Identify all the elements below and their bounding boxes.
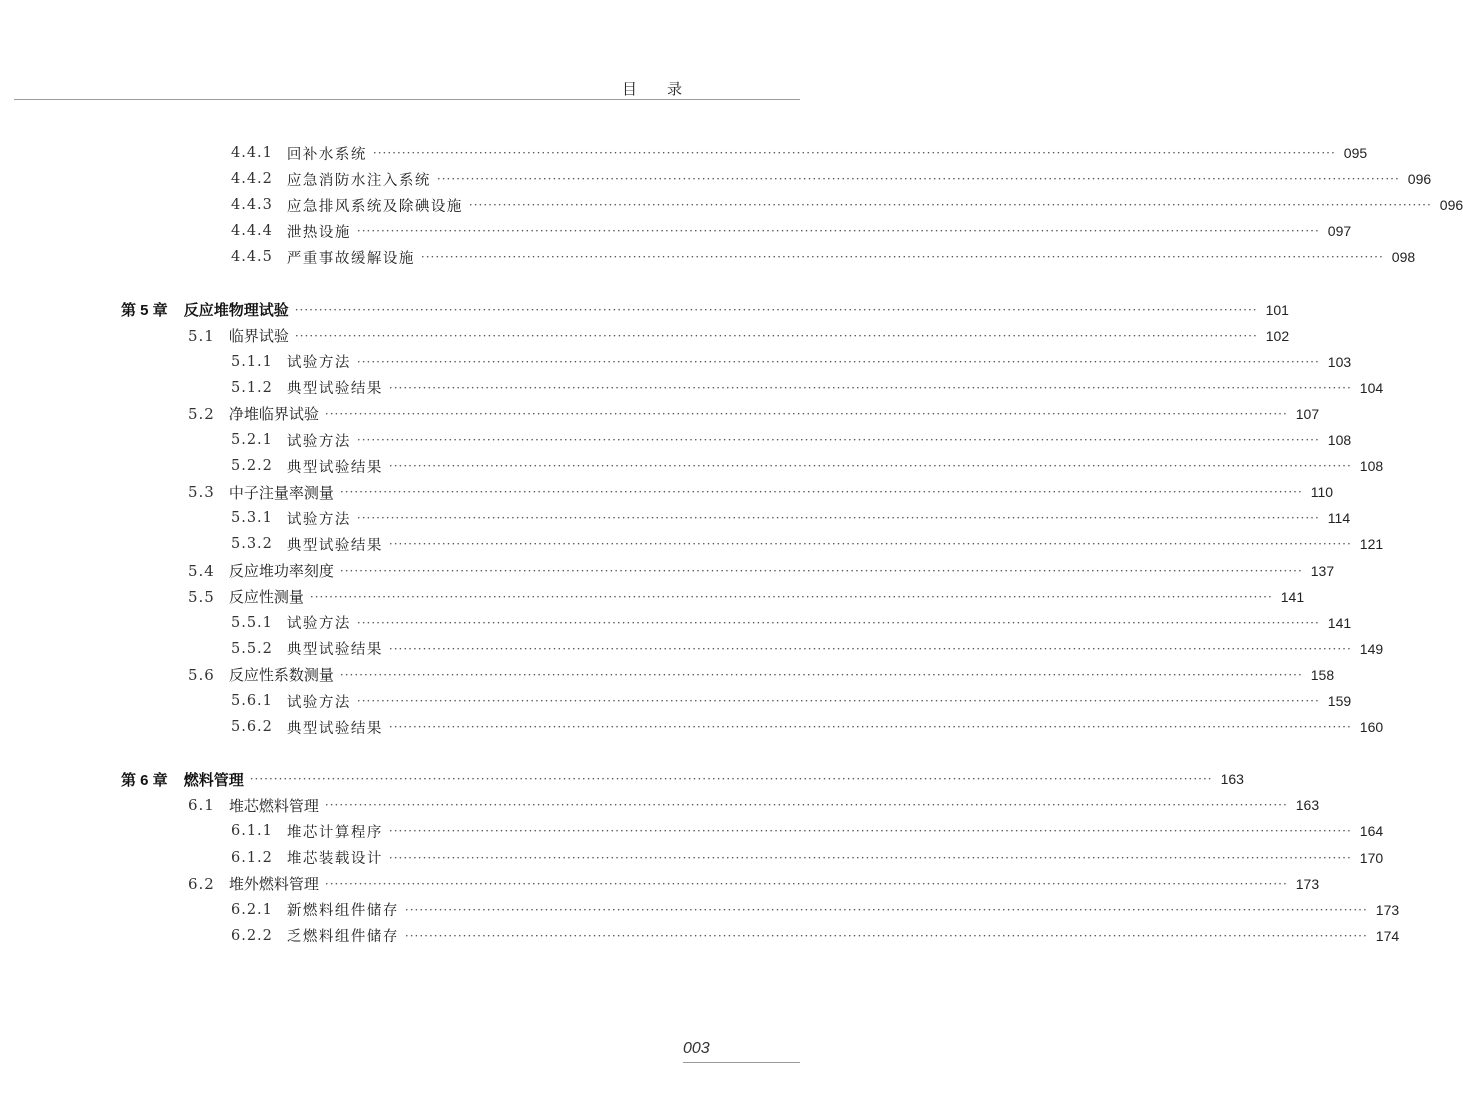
toc-entry-number: 5.6.1	[231, 693, 273, 709]
toc-entry	[121, 766, 1244, 792]
toc-entry-page: 160	[1359, 719, 1384, 736]
toc-entry-page: 108	[1359, 458, 1384, 475]
toc-entry-page: 098	[1391, 249, 1416, 266]
toc-entry-page: 121	[1359, 536, 1384, 553]
toc-entry-title: 试验方法	[286, 355, 351, 372]
toc-entry	[231, 610, 1352, 636]
toc-entry	[231, 531, 1384, 557]
toc-entry-page: 137	[1310, 562, 1335, 579]
toc-leader-dots: ········································································································································································································	[388, 459, 1352, 474]
toc-leader-dots: ········································································································································································································	[356, 354, 1320, 369]
toc-leader-dots: ········································································································································································································	[356, 511, 1320, 526]
toc-entry-number: 4.4.1	[231, 145, 273, 161]
toc-entry-page: 096	[1439, 197, 1463, 214]
toc-entry	[231, 349, 1352, 375]
toc-entry-page: 158	[1310, 666, 1335, 683]
page-number: 003	[683, 1040, 710, 1057]
toc-entry-page: 101	[1265, 301, 1289, 318]
toc-entry-page: 141	[1280, 588, 1305, 605]
toc-entry-page: 173	[1295, 875, 1320, 892]
toc-entry-page: 096	[1407, 171, 1432, 188]
toc-entry-number: 5.1.2	[231, 379, 273, 396]
header-rule	[14, 99, 800, 100]
toc-leader-dots: ········································································································································································································	[388, 850, 1352, 865]
toc-entry	[188, 792, 1320, 818]
toc-entry	[231, 897, 1400, 923]
toc-entry-page: 110	[1310, 484, 1334, 501]
toc-entry-number: 4.4.4	[231, 223, 273, 240]
toc-entry-page: 149	[1359, 640, 1384, 657]
toc-entry-title: 试验方法	[286, 694, 351, 711]
toc-entry	[231, 845, 1384, 871]
toc-entry-title: 应急排风系统及除碘设施	[286, 198, 463, 215]
toc-entry-page: 108	[1327, 432, 1352, 448]
toc-entry	[231, 427, 1352, 453]
toc-entry	[231, 375, 1384, 401]
toc-entry	[188, 584, 1305, 610]
toc-entry	[231, 714, 1384, 740]
toc-entry	[231, 505, 1351, 531]
toc-entry-number: 5.3	[188, 483, 215, 502]
toc-leader-dots: ········································································································································································································	[294, 328, 1258, 343]
toc-entry-number: 6.1.2	[231, 849, 273, 866]
toc-leader-dots: ········································································································································································································	[388, 824, 1352, 839]
toc-entry-number: 5.5.2	[231, 640, 273, 657]
toc-entry-title: 新燃料组件储存	[286, 903, 399, 920]
toc-leader-dots: ········································································································································································································	[339, 563, 1303, 578]
toc-entry-page: 159	[1327, 693, 1352, 709]
toc-entry-page: 170	[1359, 849, 1384, 866]
toc-entry-title: 典型试验结果	[286, 459, 383, 476]
toc-entry-page: 173	[1375, 901, 1400, 918]
toc-entry-number: 第 5 章	[121, 302, 168, 319]
toc-entry-title: 典型试验结果	[286, 537, 383, 554]
toc-entry-page: 107	[1295, 405, 1320, 422]
toc-entry	[188, 558, 1335, 584]
toc-entry-number: 5.5.1	[231, 614, 273, 631]
toc-entry-title: 堆外燃料管理	[228, 875, 319, 894]
toc-leader-dots: ········································································································································································································	[356, 694, 1320, 708]
toc-entry	[231, 688, 1352, 714]
toc-leader-dots: ········································································································································································································	[294, 302, 1258, 317]
toc-entry	[231, 218, 1352, 244]
toc-entry-page: 114	[1327, 510, 1351, 527]
toc-entry-number: 6.2.2	[231, 927, 273, 944]
toc-entry-number: 6.1.1	[231, 823, 273, 840]
toc-leader-dots: ········································································································································································································	[324, 876, 1288, 891]
toc-entry-title: 典型试验结果	[286, 720, 383, 737]
toc-entry-number: 5.6	[188, 665, 215, 684]
toc-entry-title: 试验方法	[286, 511, 351, 528]
toc-entry-page: 102	[1265, 327, 1290, 344]
toc-entry	[231, 192, 1463, 218]
toc-leader-dots: ········································································································································································································	[356, 433, 1320, 447]
toc-entry-page: 174	[1375, 927, 1400, 944]
toc-leader-dots: ········································································································································································································	[404, 902, 1368, 917]
toc-entry-number: 6.2	[188, 874, 215, 893]
footer-rule	[683, 1062, 800, 1063]
toc-entry-page: 164	[1359, 823, 1384, 840]
toc-entry	[121, 297, 1289, 323]
toc-leader-dots: ········································································································································································································	[468, 198, 1432, 213]
toc-entry-title: 反应性测量	[228, 588, 304, 607]
toc-leader-dots: ········································································································································································································	[404, 928, 1368, 943]
toc-entry-page: 163	[1220, 771, 1244, 788]
toc-entry-number: 5.3.2	[231, 536, 273, 553]
toc-entry-number: 6.2.1	[231, 901, 273, 918]
toc-entry	[188, 401, 1320, 427]
toc-entry-title: 应急消防水注入系统	[286, 172, 431, 189]
toc-entry-title: 试验方法	[286, 616, 351, 633]
toc-entry	[188, 479, 1334, 505]
toc-entry-title: 中子注量率测量	[228, 483, 334, 502]
toc-entry-title: 乏燃料组件储存	[286, 929, 399, 946]
toc-entry-number: 5.1	[188, 326, 215, 345]
toc-entry-number: 4.4.2	[231, 171, 273, 188]
toc-entry	[231, 166, 1432, 192]
toc-entry-title: 堆芯燃料管理	[228, 796, 319, 815]
toc-leader-dots: ········································································································································································································	[324, 406, 1288, 421]
toc-entry	[231, 636, 1384, 662]
toc-entry	[231, 818, 1384, 844]
toc-entry	[231, 244, 1416, 270]
toc-entry-number: 5.3.1	[231, 510, 273, 527]
toc-entry-title: 堆芯计算程序	[286, 824, 383, 841]
toc-leader-dots: ········································································································································································································	[388, 537, 1352, 552]
toc-entry	[231, 923, 1400, 949]
toc-leader-dots: ········································································································································································································	[339, 667, 1303, 682]
toc-entry-title: 严重事故缓解设施	[286, 250, 415, 267]
toc-entry-title: 泄热设施	[286, 224, 351, 241]
toc-entry-page: 103	[1327, 353, 1352, 370]
toc-entry-number: 5.2.2	[231, 458, 273, 475]
toc-entry-number: 5.1.1	[231, 353, 273, 370]
toc-leader-dots: ········································································································································································································	[436, 172, 1400, 187]
toc-entry-number: 第 6 章	[121, 771, 168, 789]
toc-leader-dots: ········································································································································································································	[309, 589, 1273, 604]
toc-entry-number: 6.1	[188, 796, 215, 815]
toc-entry-number: 5.4	[188, 561, 215, 580]
toc-entry-number: 4.4.5	[231, 249, 273, 266]
toc-leader-dots: ········································································································································································································	[356, 615, 1320, 630]
toc-entry-page: 097	[1327, 223, 1352, 240]
toc-entry-page: 163	[1295, 797, 1320, 814]
toc-entry-title: 净堆临界试验	[228, 405, 319, 424]
toc-leader-dots: ········································································································································································································	[356, 224, 1320, 239]
toc-entry-title: 反应堆功率刻度	[228, 562, 334, 580]
toc-entry-title: 试验方法	[286, 433, 351, 450]
toc-entry	[188, 323, 1290, 349]
toc-entry-page: 104	[1359, 379, 1384, 396]
toc-entry-number: 5.2	[188, 404, 215, 423]
toc-leader-dots: ········································································································································································································	[420, 250, 1384, 265]
toc-entry	[231, 453, 1384, 479]
toc-entry-title: 典型试验结果	[286, 381, 383, 398]
toc-entry-title: 反应堆物理试验	[183, 302, 289, 319]
toc-leader-dots: ········································································································································································································	[388, 720, 1352, 735]
toc-entry	[231, 140, 1368, 166]
toc-entry-page: 095	[1343, 145, 1368, 161]
toc-leader-dots: ········································································································································································································	[388, 641, 1352, 656]
toc-entry-title: 回补水系统	[286, 146, 367, 163]
toc-entry-title: 堆芯装载设计	[286, 851, 383, 867]
toc-leader-dots: ········································································································································································································	[388, 380, 1352, 395]
running-header-title: 目 录	[621, 80, 682, 98]
toc-leader-dots: ········································································································································································································	[249, 772, 1213, 787]
toc-leader-dots: ········································································································································································································	[324, 798, 1288, 813]
toc-leader-dots: ········································································································································································································	[339, 485, 1303, 500]
toc-entry-title: 燃料管理	[183, 771, 244, 789]
toc-entry-title: 典型试验结果	[286, 642, 383, 659]
toc-entry-number: 4.4.3	[231, 197, 273, 214]
toc-entry-title: 反应性系数测量	[228, 666, 334, 685]
toc-entry	[188, 871, 1320, 897]
toc-entry-page: 141	[1327, 614, 1352, 631]
toc-entry-number: 5.6.2	[231, 719, 273, 736]
toc-entry-number: 5.5	[188, 587, 215, 606]
toc-leader-dots: ········································································································································································································	[372, 146, 1336, 160]
toc-entry	[188, 662, 1335, 688]
toc-entry-number: 5.2.1	[231, 432, 273, 448]
toc-entry-title: 临界试验	[228, 327, 289, 346]
